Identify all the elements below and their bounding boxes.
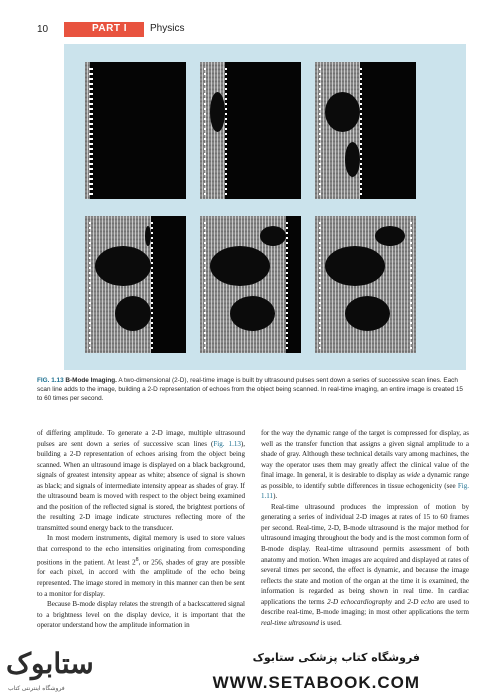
paragraph-text: Real-time ultrasound produces the impression of motion by generating a series of individual 2-D images at rates of 15 to 60 frames per second. Real-time, 2-D, B-mode ultrasound is the major method for ultrasound imaging throughout the body and is the most common form of B-mode display. Real-time ultrasound permits assessment of both anatomy and motion. When images are acquired and displayed at rates of several times per second, the effect is dynamic, and because the image reflects the state and motion of the organ at the time it is examined, the information is regarded as being shown in real time. In cardiac applications the terms [261, 502, 469, 606]
part-label: PART I [92, 23, 128, 34]
depth-marker [204, 220, 206, 349]
running-header [0, 0, 500, 44]
paragraph-text: , or 256, shades of gray are possible for each pixel, in accord with the amplitude of the echo being represented. The image stored in memory in this manner can then be sent to a monitor for display. [37, 557, 245, 598]
scan-front-marker [410, 220, 412, 349]
body-paragraph [37, 428, 245, 533]
figure-reference-link[interactable]: Fig. 1.11 [261, 481, 469, 501]
echo-free-region [95, 246, 151, 286]
scan-front-marker [225, 66, 227, 195]
bmode-panel [85, 62, 186, 199]
paragraph-text: and [392, 597, 408, 606]
depth-marker [319, 220, 321, 349]
body-paragraph [261, 428, 469, 502]
bmode-panel [85, 216, 186, 353]
scan-front-marker [286, 220, 288, 349]
scan-front-marker [91, 66, 93, 195]
paragraph-text: are used to describe real-time, B-mode imaging; in most other applications the term [261, 597, 470, 617]
figure-reference-link[interactable]: Fig. 1.13 [213, 439, 241, 448]
echo-free-region [260, 226, 286, 246]
figure-1-13 [64, 44, 466, 370]
echo-free-region [345, 296, 390, 331]
body-paragraph [261, 502, 469, 629]
paragraph-text: for the way the dynamic range of the target is compressed for display, as well as the transfer function that assigns a given signal amplitude to a shade of gray. Although these technical details vary among machines, the way the operator uses them may greatly affect the clinical value of the final image. In general, it is desirable to display as [261, 429, 469, 480]
echo-free-region [210, 246, 270, 286]
bmode-panel [315, 62, 416, 199]
echo-free-region [345, 142, 360, 177]
logo-wordmark: ستابوک [6, 648, 94, 679]
section-label: Physics [150, 23, 185, 34]
paragraph-text: Because B-mode display relates the strength of a backscattered signal to a brightness level on the display device, it is important that the operator understand how the amplitude information in [37, 600, 245, 630]
paragraph-text: ), building a 2-D representation of echoes arising from the object being scanned. When an ultrasound image is displayed on a black background, signals of greatest intensity appear as white; absence of signal is shown as black; and signals of intermediate intensity appear as shades of gray. If the ultrasound beam is moved with respect to the object being examined and the position of the reflected signal is stored, the brightest portions of the resulting 2-D image indicate structures reflecting more of the transmitted sound energy back to the transducer. [37, 439, 245, 532]
body-paragraph [37, 533, 245, 599]
figure-caption [37, 376, 469, 403]
paragraph-text: of differing amplitude. To generate a 2-D image, multiple ultrasound pulses are sent down a series of successive scan lines ( [37, 429, 245, 448]
figure-title: B-Mode Imaging. [65, 377, 117, 384]
emphasis-text: 2-D echocardiography [327, 597, 393, 606]
echo-free-region [230, 296, 275, 331]
echo-free-region [375, 226, 405, 246]
store-title: فروشگاه کتاب پزشکی ستابوک [252, 651, 420, 664]
store-logo [6, 647, 94, 697]
footer-banner [0, 645, 500, 700]
depth-marker [89, 220, 91, 349]
paragraph-text: ). [273, 492, 278, 501]
bmode-panel [200, 62, 301, 199]
body-paragraph [37, 599, 245, 631]
depth-marker [204, 66, 206, 195]
page-number: 10 [37, 24, 49, 35]
store-url[interactable]: WWW.SETABOOK.COM [212, 673, 420, 692]
echo-free-region [325, 246, 385, 286]
logo-tagline: فروشگاه اینترنتی کتاب [8, 686, 65, 692]
bmode-panel [200, 216, 301, 353]
figure-number: FIG. 1.13 [37, 377, 64, 384]
bmode-panel [315, 216, 416, 353]
paragraph-text: In most modern instruments, digital memory is used to store values that correspond to the echo intensities originating from corresponding positions in the patient. At least 2 [37, 534, 245, 566]
echo-free-region [115, 296, 151, 331]
figure-caption-text: A two-dimensional (2-D), real-time image is built by ultrasound pulses sent down a series of successive scan lines. Each scan line adds to the image, building a 2-D representation of echoes from the object being scanned. In real-time imaging, an entire image is created 15 to 60 times per second. [37, 377, 463, 402]
echo-free-region [210, 92, 225, 132]
emphasis-text: 2-D echo [407, 597, 435, 606]
body-column-right [261, 428, 469, 628]
paragraph-text: a dynamic range as possible, to identify subtle differences in tissue echogenicity (see [261, 471, 470, 490]
depth-marker [319, 66, 321, 195]
paragraph-text: is used. [318, 618, 342, 627]
scan-front-marker [360, 66, 362, 195]
body-column-left [37, 428, 245, 631]
scan-front-marker [151, 220, 153, 349]
emphasis-text: real-time ultrasound [261, 618, 319, 627]
echo-free-region [325, 92, 360, 132]
superscript: 8 [135, 556, 139, 563]
emphasis-text: wide [406, 471, 421, 480]
